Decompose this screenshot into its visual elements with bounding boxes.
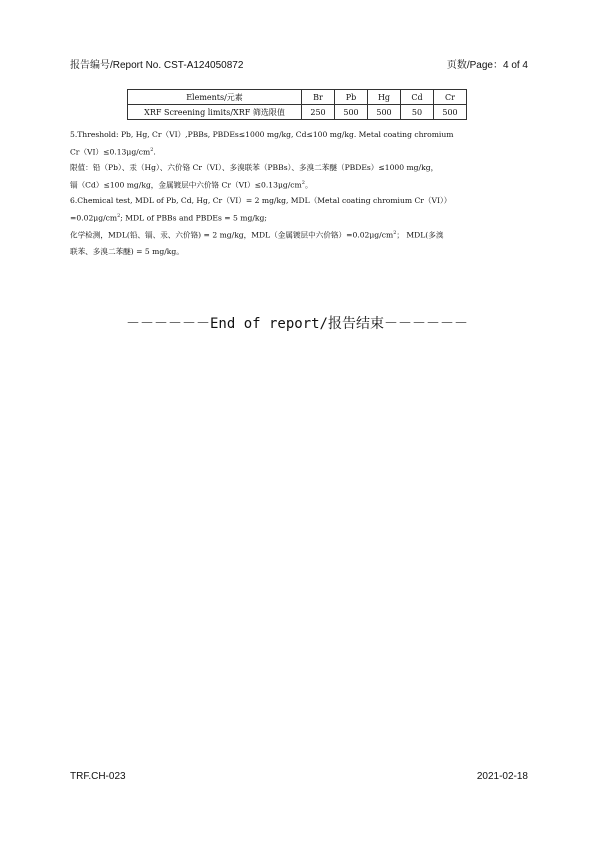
- threshold-note-cn-superscript: 2: [301, 179, 305, 186]
- mdl-note-cn-superscript: 2: [393, 230, 397, 237]
- mdl-note-en-superscript: 2: [117, 213, 121, 220]
- mdl-note-cn-line1-end: ； MDL(多溴: [396, 230, 444, 240]
- report-number: 报告编号/Report No. CST-A124050872: [70, 60, 244, 71]
- threshold-note-en-line2-end: .: [153, 147, 156, 157]
- screening-limits-label-cell: XRF Screening limits/XRF 筛选限值: [128, 105, 302, 120]
- limit-hg-cell: 500: [368, 105, 401, 120]
- page-indicator: 页数/Page：4 of 4: [446, 60, 528, 71]
- mdl-note-en-line2-text: =0.02μg/cm: [70, 213, 118, 223]
- element-pb-header: Pb: [335, 90, 368, 105]
- threshold-note-cn-line2-end: 。: [304, 180, 313, 190]
- table-header-row: [128, 90, 467, 105]
- limit-cd-cell: 50: [401, 105, 434, 120]
- limit-br-cell: 250: [302, 105, 335, 120]
- elements-header-cell: Elements/元素: [128, 90, 302, 105]
- mdl-note-cn-line2: 联苯、多溴二苯醚) = 5 mg/kg。: [70, 246, 184, 256]
- threshold-note-cn-line2-text: 镉（Cd）≤100 mg/kg，金属镀层中六价铬 Cr（VI）≤0.13μg/cm: [70, 180, 302, 190]
- mdl-note-en-line2-end: ; MDL of PBBs and PBDEs = 5 mg/kg;: [120, 213, 267, 223]
- threshold-note-en-line1: 5.Threshold: Pb, Hg, Cr（VI）,PBBs, PBDEs≤1000 mg/kg, Cd≤100 mg/kg. Metal coating chromium: [70, 130, 454, 139]
- element-br-header: Br: [302, 90, 335, 105]
- element-cd-header: Cd: [401, 90, 434, 105]
- mdl-note-cn-line1: [70, 226, 540, 243]
- table-row: [128, 105, 467, 120]
- mdl-note-en-line2: [70, 209, 540, 226]
- threshold-note-en-superscript: 2: [150, 146, 154, 153]
- footer-date: 2021-02-18: [476, 771, 528, 782]
- notes-section: [70, 127, 540, 260]
- mdl-note-en-line1: 6.Chemical test, MDL of Pb, Cd, Hg, Cr（VI）= 2 mg/kg, MDL（Metal coating chromium Cr（VI））: [70, 196, 452, 206]
- threshold-note-en-line2: [70, 143, 540, 160]
- element-hg-header: Hg: [368, 90, 401, 105]
- threshold-note-cn-line2: [70, 176, 540, 193]
- limit-pb-cell: 500: [335, 105, 368, 120]
- form-id: TRF.CH-023: [70, 771, 126, 782]
- end-of-report-line: －－－－－－End of report/报告结束－－－－－－: [125, 316, 468, 332]
- limit-cr-cell: 500: [434, 105, 467, 120]
- threshold-note-cn-line1: 限值：铅（Pb）、汞（Hg）、六价铬 Cr（VI）、多溴联苯（PBBs）、多溴二苯醚（PBDEs）≤1000 mg/kg，: [70, 163, 439, 173]
- element-cr-header: Cr: [434, 90, 467, 105]
- mdl-note-cn-line1-text: 化学检测，MDL(铅、镉、汞、六价铬) = 2 mg/kg，MDL（金属镀层中六价铬）=0.02μg/cm: [70, 230, 394, 240]
- threshold-note-en-line2-text: Cr（VI）≤0.13μg/cm: [70, 147, 151, 157]
- screening-limits-table: [127, 89, 467, 120]
